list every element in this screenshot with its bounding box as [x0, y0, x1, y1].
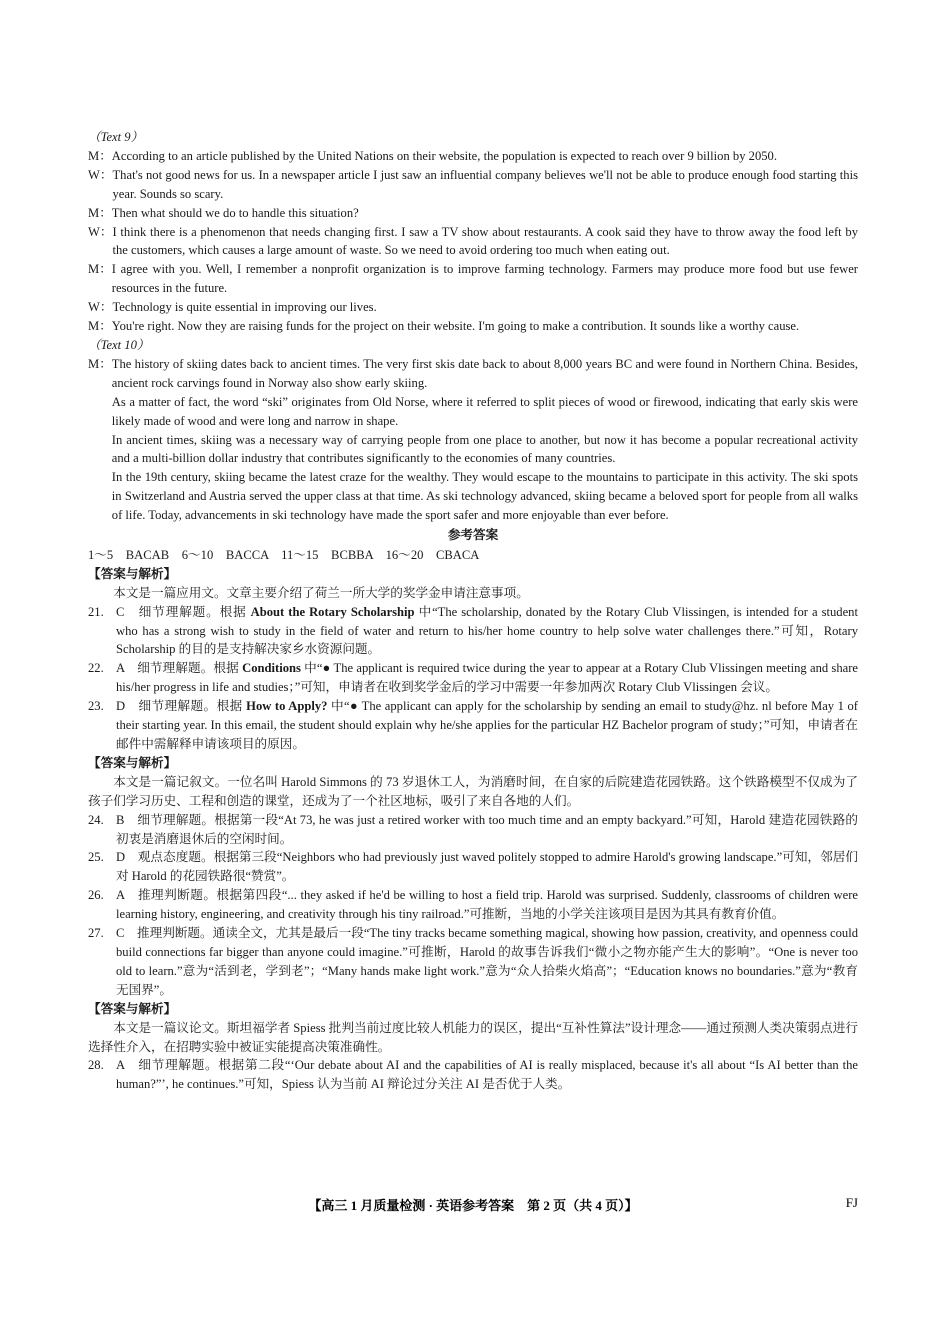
question-explanation: B 细节理解题。根据第一段“At 73, he was just a retired worker with too much time and an empty backyard.”可知，Harold 建造花园铁路的初衷是消磨退休后的空闲时间。	[116, 812, 858, 846]
monologue-paragraph: In ancient times, skiing was a necessary way of carrying people from one place to another, but now it has become a popular recreational activity and a multi-billion dollar industry that contributes significantly to the economies of many countries.	[111, 432, 858, 466]
question-item	[88, 848, 858, 886]
question-explanation: D 细节理解题。根据 How to Apply? 中“● The applicant can apply for the scholarship by sending an email to study@hz. nl before May 1 of their starting year. In this email, the student should explain why he/she applies for the particular HZ Bachelor program of study；”可知，申请者在邮件中需解释申请该项目的原因。	[116, 699, 858, 751]
question-number: 23.	[88, 699, 104, 714]
question-number: 27.	[88, 926, 104, 941]
dialogue-line	[88, 260, 858, 298]
section-heading: 【答案与解析】	[88, 566, 177, 581]
question-number: 26.	[88, 888, 104, 903]
dialogue-text: I agree with you. Well, I remember a nonprofit organization is to improve farming technology. Farmers may produce more food but use fewer resources in the future.	[111, 262, 858, 296]
question-number: 25.	[88, 850, 104, 865]
dialogue-text: Then what should we do to handle this situation?	[111, 205, 359, 220]
question-explanation: A 细节理解题。根据第二段“‘Our debate about AI and the capabilities of AI is really misplaced, because it's all about “Is AI better than the human?”’, he continues.”可知，Spiess 认为当前 AI 辩论过分关注 AI 是否优于人类。	[116, 1058, 858, 1092]
footer-title: 【高三 1 月质量检测 · 英语参考答案 第 2 页（共 4 页）】	[308, 1198, 638, 1213]
section-intro: 本文是一篇记叙文。一位名叫 Harold Simmons 的 73 岁退休工人，为消磨时间，在自家的后院建造花园铁路。这个铁路模型不仅成为了孩子们学习历史、工程和创造的课堂，还成为了一个社区地标，吸引了来自各地的人们。	[88, 774, 858, 808]
speaker: M：	[88, 319, 112, 334]
dialogue-text: According to an article published by the United Nations on their website, the population is expected to reach over 9 billion by 2050.	[111, 148, 778, 163]
dialogue-text: That's not good news for us. In a newspaper article I just saw an influential company believes we'll not be able to produce enough food starting this year. Sounds so scary.	[112, 167, 858, 201]
question-item	[88, 1056, 858, 1094]
question-explanation: C 细节理解题。根据 About the Rotary Scholarship 中“The scholarship, donated by the Rotary Club Vlissingen, is intended for a student who has a strong wish to study in the field of water and return to his/her home country to help solve water challenges there.”可知，Rotary Scholarship 的目的是支持解决家乡水资源问题。	[116, 604, 858, 657]
page-footer	[88, 1195, 858, 1215]
dialogue-text: I think there is a phenomenon that needs changing first. I saw a TV show about restaurants. A cook said they have to throw away the food left by the customers, which causes a large amount of waste. So we need to avoid ordering too much when eating out.	[112, 224, 858, 258]
question-number: 22.	[88, 661, 104, 676]
question-explanation: A 细节理解题。根据 Conditions 中“● The applicant is required twice during the year to appear at a Rotary Club Vlissingen meeting and share his/her progress in life and studies；”可知，申请者在收到奖学金后的学习中需要一年参加两次 Rotary Club Vlissingen 会议。	[116, 661, 858, 695]
dialogue-line	[88, 204, 858, 223]
monologue-paragraph: In the 19th century, skiing became the latest craze for the wealthy. They would escape to the mountains to participate in this activity. The ski spots in Switzerland and Austria served the upper class at that time. As ski technology advanced, skiing became a beloved sport for people from all walks of life. Today, advancements in ski technology have made the sport safer and more enjoyable than ever before.	[111, 470, 858, 523]
monologue-paragraph: As a matter of fact, the word “ski” originates from Old Norse, where it referred to split pieces of wood or firewood, indicating that early skis were likely made of wood and were long and narrow in shape.	[111, 394, 858, 428]
document-page	[88, 128, 858, 1094]
speaker: M：	[88, 205, 112, 220]
monologue	[88, 355, 858, 525]
analysis-section-c	[88, 1000, 858, 1095]
question-explanation: A 推理判断题。根据第四段“... they asked if he'd be willing to host a field trip. Harold was surprised. Suddenly, classrooms of children were learning history, engineering, and creativity through his tiny railroad.”可推断，当地的小学关注该项目是因为其具有教育价值。	[116, 888, 858, 922]
question-explanation: C 推理判断题。通读全文，尤其是最后一段“The tiny tracks became something magical, showing how passion, creativity, and openness could build connections far bigger than anyone could imagine.”可推断，Harold 的故事告诉我们“微小之物亦能产生大的影响”。“One is never too old to learn.”意为“活到老，学到老”；“Many hands make light work.”意为“众人拾柴火焰高”；“Education knows no boundaries.”意为“教育无国界”。	[116, 926, 858, 997]
answer-key-title: 参考答案	[447, 528, 499, 543]
monologue-body	[112, 355, 858, 525]
question-item	[88, 886, 858, 924]
monologue-paragraph: The history of skiing dates back to ancient times. The very first skis date back to about 8,000 years BC and were found in Northern China. Besides, ancient rock carvings found in Norway also show early skiing.	[111, 356, 858, 390]
dialogue-text: Technology is quite essential in improving our lives.	[112, 300, 377, 315]
speaker: W：	[88, 300, 113, 315]
section-heading: 【答案与解析】	[88, 755, 177, 770]
question-item	[88, 659, 858, 697]
text9-section	[88, 128, 858, 336]
speaker: M：	[88, 148, 112, 163]
question-number: 24.	[88, 812, 104, 827]
text10-section	[88, 336, 858, 525]
question-explanation: D 观点态度题。根据第三段“Neighbors who had previously just waved politely stopped to admire Harold's growing landscape.”可知，邻居们对 Harold 的花园铁路很“赞赏”。	[116, 850, 858, 884]
text10-label: （Text 10）	[88, 337, 150, 352]
section-intro: 本文是一篇应用文。文章主要介绍了荷兰一所大学的奖学金申请注意事项。	[113, 585, 529, 600]
dialogue-line	[88, 223, 858, 261]
speaker: M：	[88, 262, 112, 277]
question-item	[88, 697, 858, 754]
text9-label: （Text 9）	[88, 130, 144, 144]
dialogue-text: You're right. Now they are raising funds for the project on their website. I'm going to make a contribution. It sounds like a worthy cause.	[111, 319, 800, 334]
speaker: W：	[88, 224, 113, 239]
question-item	[88, 603, 858, 660]
section-intro: 本文是一篇议论文。斯坦福学者 Spiess 批判当前过度比较人机能力的误区，提出“互补性算法”设计理念——通过预测人类决策弱点进行选择性介入，在招聘实验中被证实能提高决策准确性。	[88, 1020, 858, 1054]
question-number: 21.	[88, 604, 104, 619]
question-item	[88, 811, 858, 849]
dialogue-line	[88, 166, 858, 204]
footer-code: FJ	[845, 1195, 858, 1210]
question-item	[88, 924, 858, 1000]
speaker: W：	[88, 167, 113, 182]
section-heading: 【答案与解析】	[88, 1001, 177, 1016]
analysis-section-b	[88, 754, 858, 1000]
question-number: 28.	[88, 1058, 104, 1073]
answer-key-line: 1～5 BACAB 6～10 BACCA 11～15 BCBBA 16～20 CBACA	[88, 547, 480, 562]
analysis-section-a	[88, 565, 858, 754]
speaker: M：	[88, 356, 112, 371]
dialogue-line	[88, 298, 858, 317]
dialogue-line	[88, 317, 858, 336]
dialogue-line	[88, 147, 858, 166]
